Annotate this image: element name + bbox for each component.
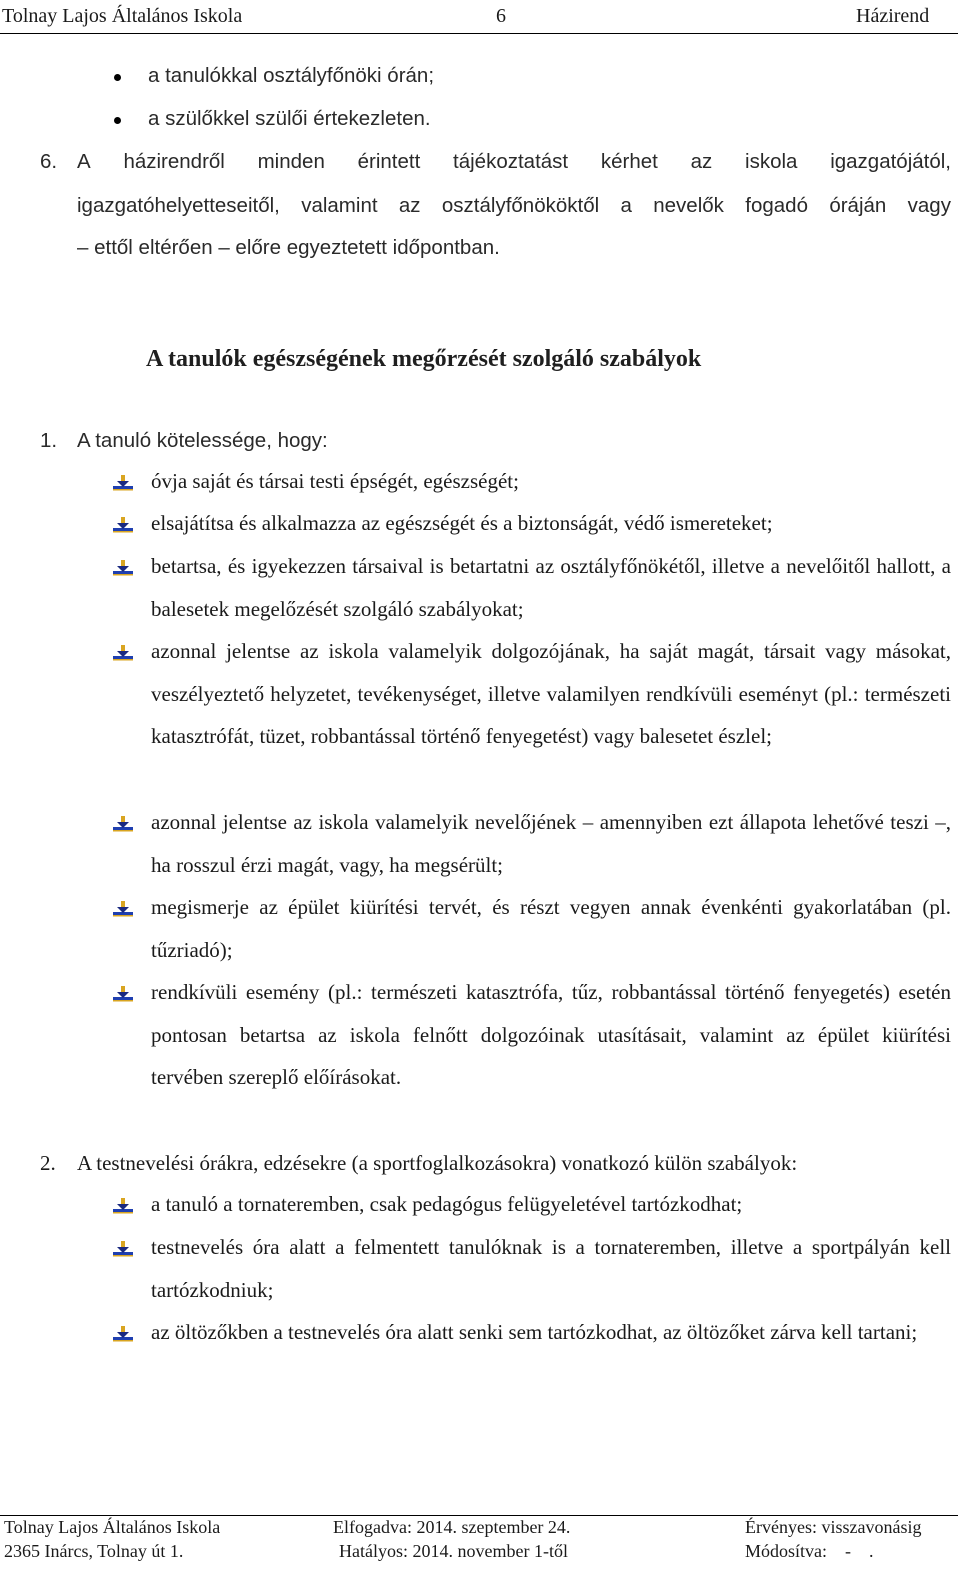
- arrow-bullet-icon: [113, 1198, 133, 1214]
- word: az: [398, 194, 421, 217]
- word: nevelők: [653, 194, 724, 217]
- rule2-intro: A testnevelési órákra, edzésekre (a sportfoglalkozásokra) vonatkozó külön szabályok:: [77, 1151, 798, 1175]
- arrow-bullet-icon: [113, 1326, 133, 1342]
- round-bullet-icon: [114, 74, 121, 81]
- point-number: 6.: [40, 150, 58, 173]
- point6-line-2: [77, 194, 951, 218]
- footer-address: 2365 Inárcs, Tolnay út 1.: [4, 1541, 184, 1561]
- arrow-bullet-icon: [113, 901, 133, 917]
- point6-line-1: [77, 150, 951, 174]
- round-bullet-icon: [114, 117, 121, 124]
- list-item: azonnal jelentse az iskola valamelyik nevelőjének – amennyiben ezt állapota lehetővé teszi –, ha rosszul érzi magát, vagy, ha megsérült;: [151, 810, 951, 877]
- footer-valid: Érvényes: visszavonásig: [745, 1517, 922, 1537]
- word: valamint: [301, 194, 378, 217]
- top-bullet-item: a tanulókkal osztályfőnöki órán;: [148, 64, 435, 87]
- top-bullet-item: a szülőkkel szülői értekezleten.: [148, 107, 431, 130]
- arrow-bullet-icon: [113, 1241, 133, 1257]
- word: az: [690, 150, 713, 173]
- header-school-name: Tolnay Lajos Általános Iskola: [2, 5, 243, 27]
- arrow-bullet-icon: [113, 560, 133, 576]
- section-title: A tanulók egészségének megőrzését szolgáló szabályok: [146, 346, 702, 372]
- word: osztályfőnököktől: [441, 194, 600, 217]
- list-item: megismerje az épület kiürítési tervét, és részt vegyen annak évenkénti gyakorlatában (pl. tűzriadó);: [151, 895, 951, 962]
- arrow-bullet-icon: [113, 645, 133, 661]
- word: igazgatóhelyetteseitől,: [77, 194, 280, 217]
- word: iskola: [745, 150, 798, 173]
- footer-modified: Módosítva: - .: [745, 1541, 874, 1561]
- arrow-bullet-icon: [113, 475, 133, 491]
- word: házirendről: [123, 150, 225, 173]
- header-rule: [0, 33, 958, 34]
- footer-rule: [0, 1515, 958, 1516]
- list-item: rendkívüli esemény (pl.: természeti katasztrófa, tűz, robbantással történő fenyegetés) esetén pontosan betartsa az iskola felnőtt dolgozóinak utasításait, valamint az épület kiürítési tervében szereplő előírásokat.: [151, 980, 951, 1089]
- list-item: betartsa, és igyekezzen társaival is betartatni az osztályfőnökétől, illetve a nevelőitől hallott, a balesetek megelőzését szolgáló szabályokat;: [151, 554, 951, 621]
- word: minden: [257, 150, 325, 173]
- word: vagy: [907, 194, 951, 217]
- header-page-number: 6: [496, 5, 506, 27]
- arrow-bullet-icon: [113, 517, 133, 533]
- rule1-intro: A tanuló kötelessége, hogy:: [77, 429, 328, 452]
- list-item: óvja saját és társai testi épségét, egészségét;: [151, 469, 519, 493]
- footer-school-name: Tolnay Lajos Általános Iskola: [4, 1517, 221, 1537]
- word: kérhet: [600, 150, 658, 173]
- word: fogadó: [745, 194, 808, 217]
- list-item: testnevelés óra alatt a felmentett tanulóknak is a tornateremben, illetve a sportpályán kell tartózkodniuk;: [151, 1235, 951, 1302]
- word: igazgatójától,: [830, 150, 951, 173]
- list-item: azonnal jelentse az iskola valamelyik dolgozójának, ha saját magát, társait vagy másokat, veszélyeztető helyzetet, tevékenységet, illetve valamilyen rendkívüli eseményt (pl.: természeti katasztrófát, tüzet, robbantással történő fenyegetést) vagy balesetet észlel;: [151, 639, 951, 748]
- word: tájékoztatást: [453, 150, 569, 173]
- list-item: a tanuló a tornateremben, csak pedagógus felügyeletével tartózkodhat;: [151, 1192, 743, 1216]
- footer-effective: Hatályos: 2014. november 1-től: [339, 1541, 568, 1561]
- point6-line-3: – ettől eltérően – előre egyeztetett időpontban.: [77, 236, 500, 259]
- rule-number: 1.: [40, 429, 58, 452]
- header-document-title: Házirend: [856, 5, 930, 27]
- list-item: elsajátítsa és alkalmazza az egészségét és a biztonságát, védő ismereteket;: [151, 511, 773, 535]
- list-item: az öltözőkben a testnevelés óra alatt senki sem tartózkodhat, az öltözőket zárva kell tartani;: [151, 1320, 918, 1344]
- arrow-bullet-icon: [113, 816, 133, 832]
- footer-adopted: Elfogadva: 2014. szeptember 24.: [333, 1517, 571, 1537]
- word: érintett: [357, 150, 421, 173]
- word: A: [77, 150, 91, 173]
- word: óráján: [829, 194, 887, 217]
- word: a: [620, 194, 632, 217]
- arrow-bullet-icon: [113, 986, 133, 1002]
- rule-number: 2.: [40, 1151, 56, 1175]
